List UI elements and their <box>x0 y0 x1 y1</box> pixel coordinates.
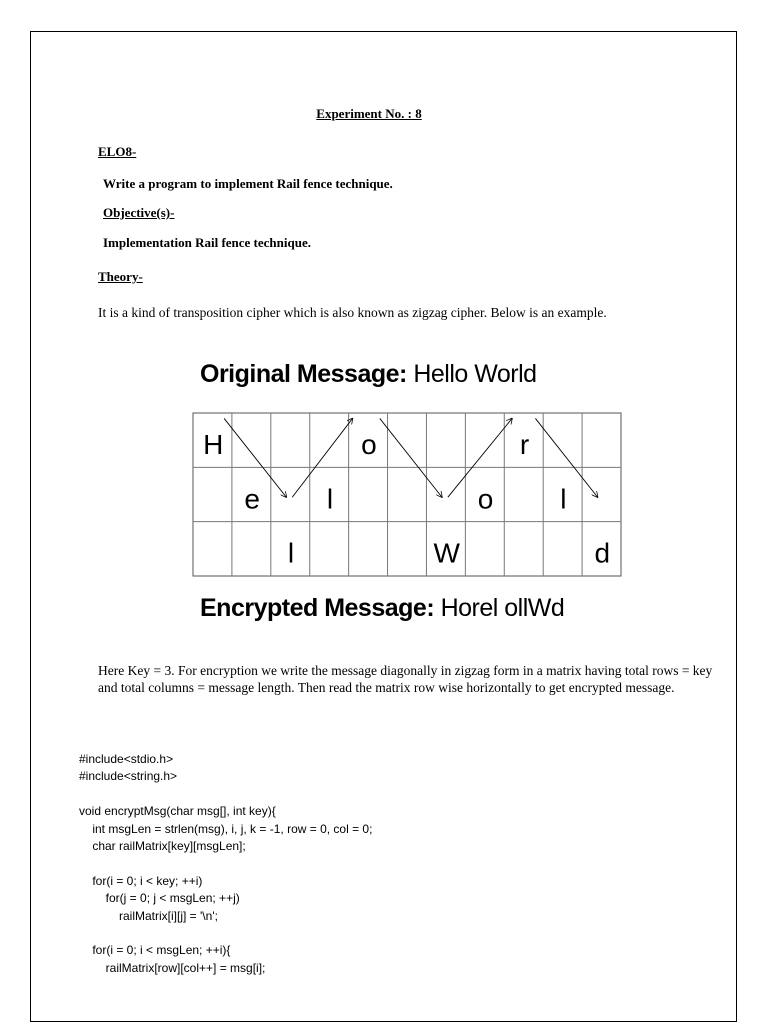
code-line <box>79 855 372 872</box>
objective-text: Implementation Rail fence technique. <box>103 235 311 250</box>
theory-text: It is a kind of transposition cipher which is also known as zigzag cipher. Below is an example. <box>98 305 607 320</box>
code-line: for(i = 0; i < msgLen; ++i){ <box>79 943 231 958</box>
matrix-letter: r <box>519 429 530 461</box>
experiment-title: Experiment No. : 8 <box>316 106 422 121</box>
code-line <box>79 925 372 942</box>
code-line: void encryptMsg(char msg[], int key){ <box>79 804 276 819</box>
code-line: #include<string.h> <box>79 769 178 784</box>
code-line: for(j = 0; j < msgLen; ++j) <box>79 891 240 906</box>
code-line: int msgLen = strlen(msg), i, j, k = -1, row = 0, col = 0; <box>79 821 373 836</box>
code-line: for(i = 0; i < key; ++i) <box>79 873 203 888</box>
code-line: char railMatrix[key][msgLen]; <box>79 839 246 854</box>
code-listing <box>79 751 372 977</box>
original-label: Original Message: <box>200 360 407 388</box>
description-paragraph: Here Key = 3. For encryption we write the message diagonally in zigzag form in a matrix having total rows = key and total columns = message length. Then read the matrix row wise horizontally to get encrypted message. <box>98 663 713 695</box>
encrypted-label: Encrypted Message: <box>200 594 435 622</box>
matrix-letter: o <box>361 429 377 461</box>
matrix-letter: e <box>244 483 260 515</box>
objective-heading: Objective(s)- <box>103 205 175 220</box>
code-line: railMatrix[row][col++] = msg[i]; <box>79 960 266 975</box>
zigzag-arrow <box>292 418 352 497</box>
matrix-letter: o <box>477 483 494 515</box>
matrix-letter: H <box>203 429 224 461</box>
code-line: railMatrix[i][j] = '\n'; <box>79 908 218 923</box>
aim-text: Write a program to implement Rail fence technique. <box>103 176 393 191</box>
encrypted-message-line <box>200 594 564 623</box>
encrypted-value: Horel ollWd <box>440 594 565 622</box>
matrix-letter: W <box>433 537 460 569</box>
matrix-letter: l <box>287 537 295 569</box>
matrix-letter: l <box>326 483 334 515</box>
matrix-letter: d <box>594 537 611 569</box>
original-message-line <box>200 360 537 389</box>
original-value: Hello World <box>413 360 537 388</box>
theory-heading: Theory- <box>98 269 143 284</box>
elo-heading: ELO8- <box>98 144 137 159</box>
code-line <box>79 786 372 803</box>
zigzag-arrow <box>380 418 442 497</box>
rail-matrix <box>192 412 624 578</box>
code-line: #include<stdio.h> <box>79 752 174 766</box>
matrix-letter: l <box>560 483 567 515</box>
